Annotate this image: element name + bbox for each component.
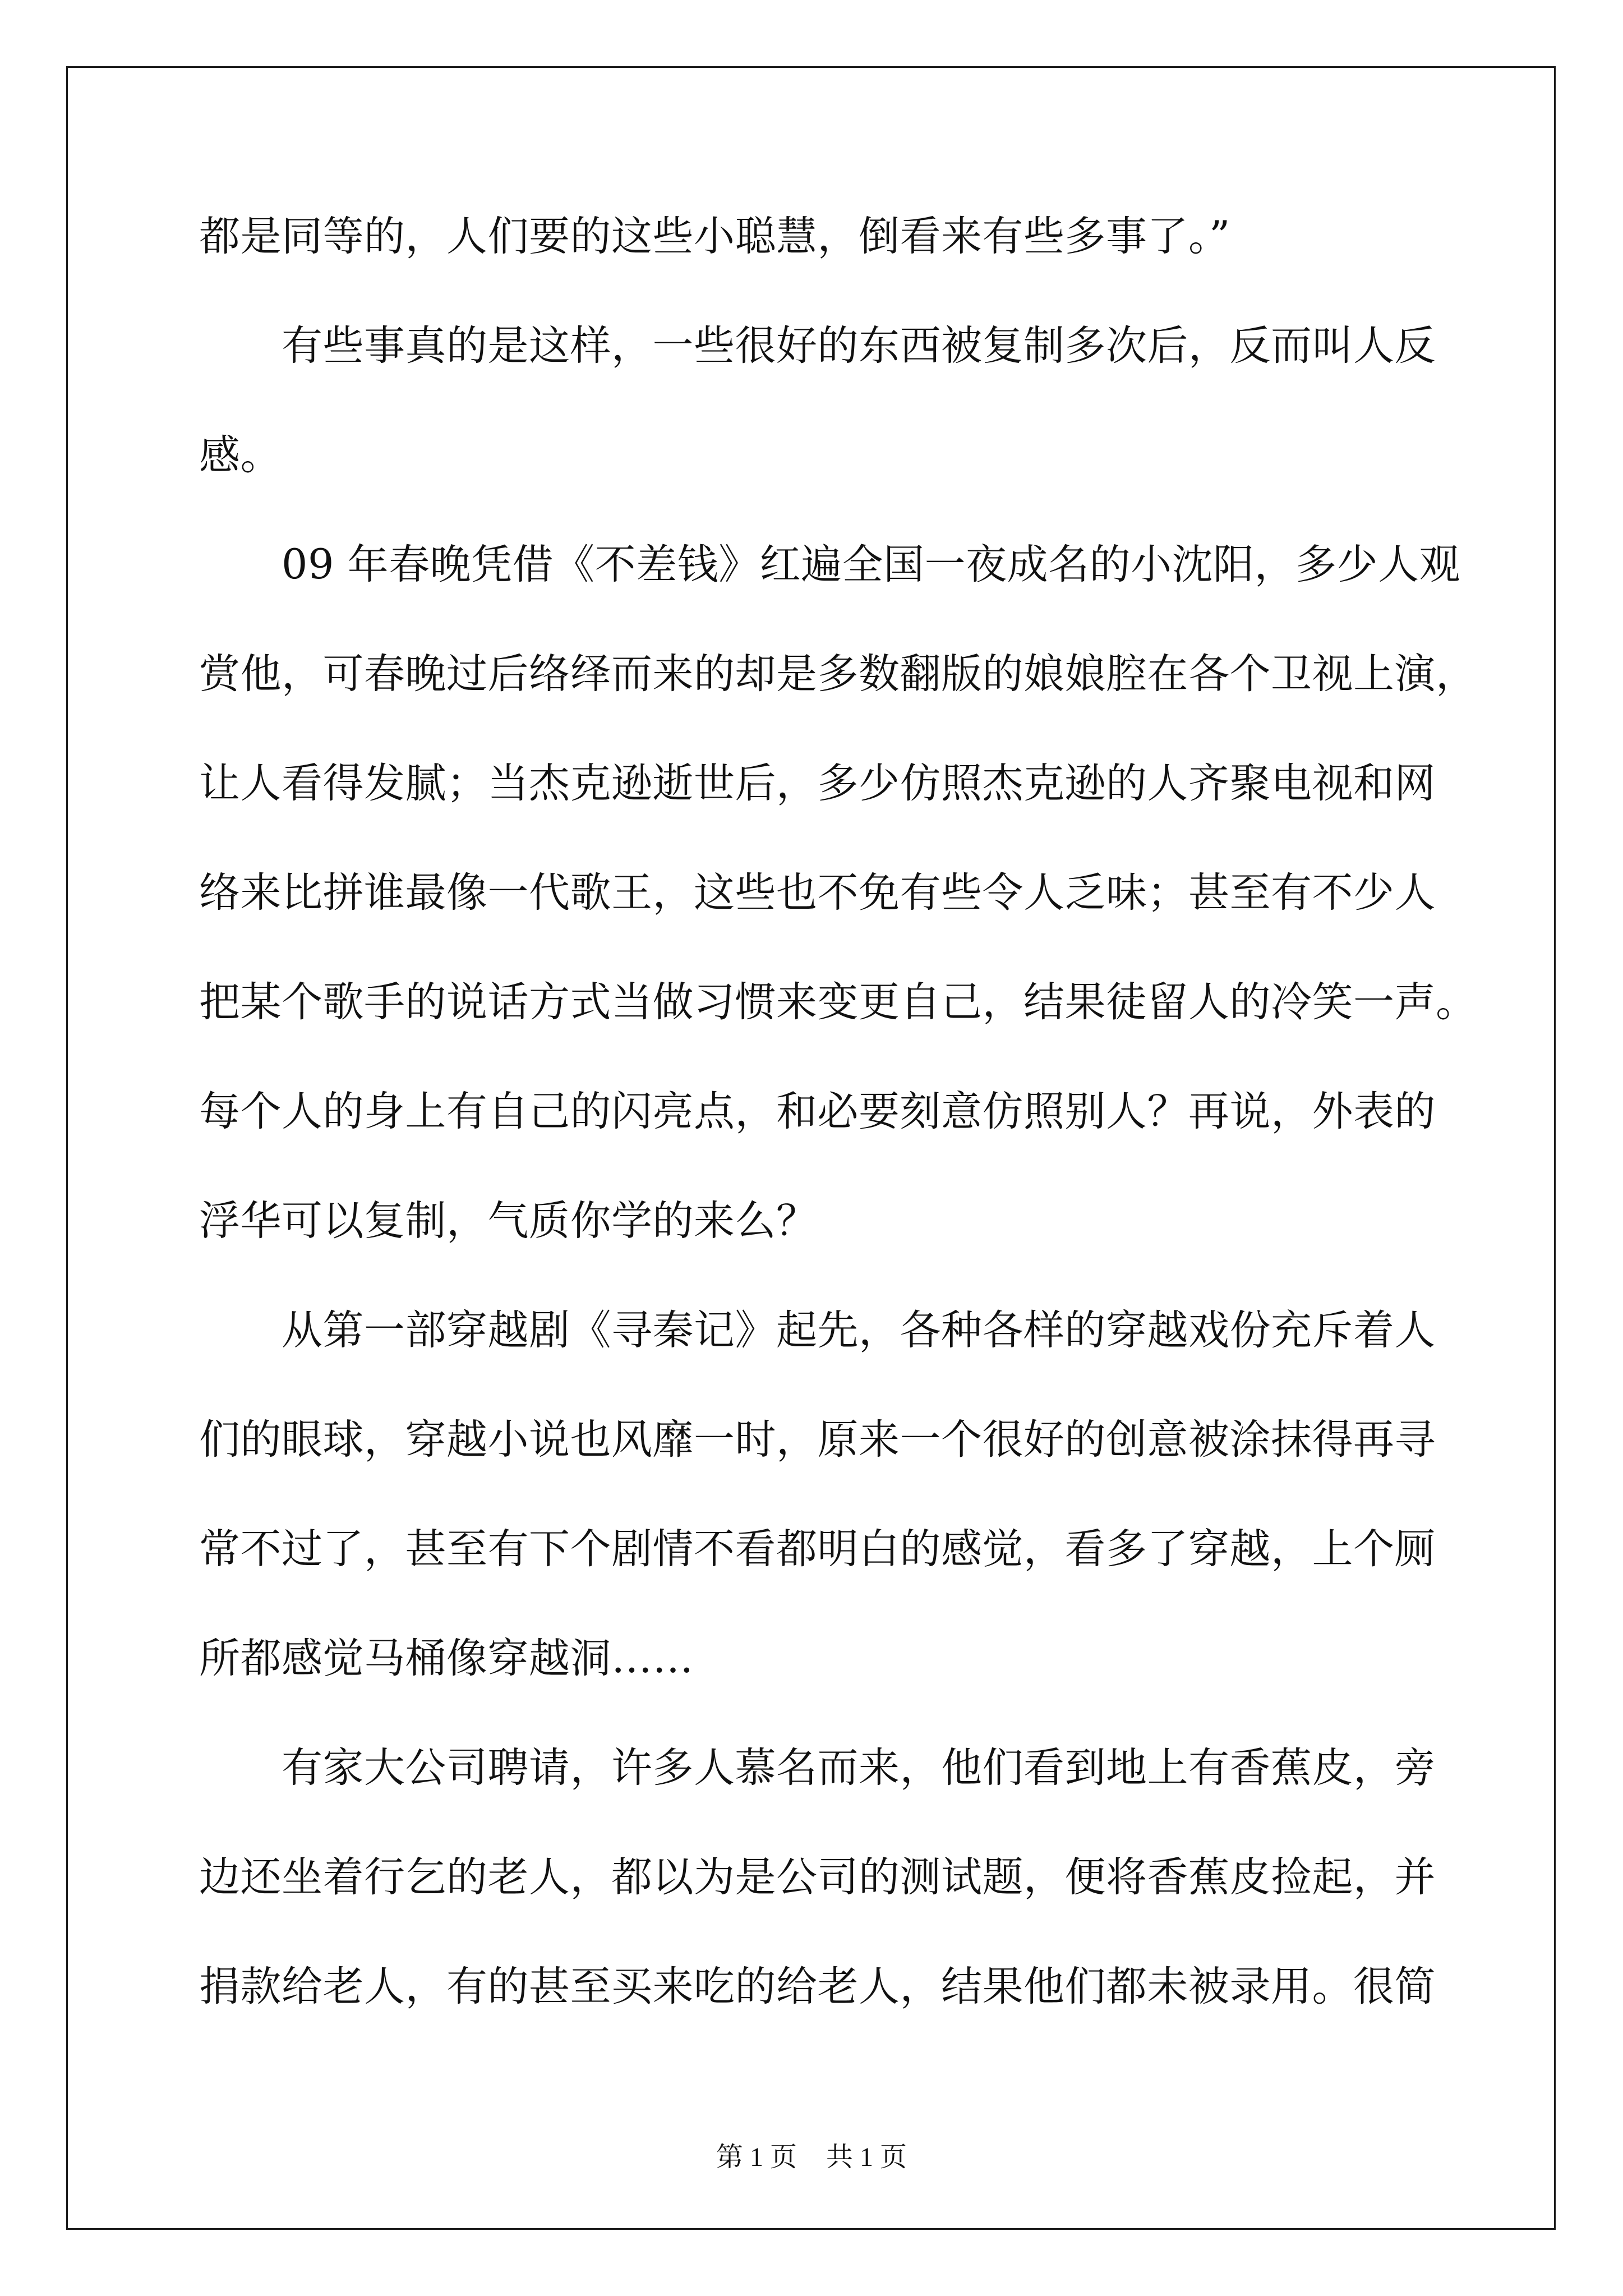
text-line: 让人看得发腻；当杰克逊逝世后，多少仿照杰克逊的人齐聚电视和网 xyxy=(199,760,1436,807)
text-line: 所都感觉马桶像穿越洞…… xyxy=(199,1635,694,1682)
page-footer xyxy=(0,2135,1623,2174)
text-line: 捐款给老人，有的甚至买来吃的给老人，结果他们都未被录用。很简 xyxy=(199,1963,1436,2010)
text-line: 每个人的身上有自己的闪亮点，和必要刻意仿照别人？再说，外表的 xyxy=(199,1088,1436,1135)
text-line: 有些事真的是这样，一些很好的东西被复制多次后，反而叫人反 xyxy=(282,322,1436,370)
text-line: 从第一部穿越剧《寻秦记》起先，各种各样的穿越戏份充斥着人 xyxy=(282,1306,1436,1354)
text-line: 都是同等的，人们要的这些小聪慧，倒看来有些多事了。” xyxy=(199,213,1230,260)
text-line: 感。 xyxy=(199,431,282,479)
page-number-current: 第 1 页 xyxy=(716,2142,797,2172)
text-line: 们的眼球，穿越小说也风靡一时，原来一个很好的创意被涂抹得再寻 xyxy=(199,1416,1436,1464)
text-line: 边还坐着行乞的老人，都以为是公司的测试题，便将香蕉皮捡起，并 xyxy=(199,1853,1436,1901)
text-line: 09 年春晚凭借《不差钱》红遍全国一夜成名的小沈阳，多少人观 xyxy=(282,541,1461,588)
text-line: 把某个歌手的说话方式当做习惯来变更自己，结果徒留人的冷笑一声。 xyxy=(199,978,1477,1026)
text-line: 络来比拼谁最像一代歌王，这些也不免有些令人乏味；甚至有不少人 xyxy=(199,869,1436,917)
page-number-total: 共 1 页 xyxy=(826,2142,907,2172)
text-line: 有家大公司聘请，许多人慕名而来，他们看到地上有香蕉皮，旁 xyxy=(282,1744,1436,1792)
text-line: 浮华可以复制，气质你学的来么？ xyxy=(199,1197,818,1245)
text-line: 常不过了，甚至有下个剧情不看都明白的感觉，看多了穿越，上个厕 xyxy=(199,1525,1436,1573)
text-line: 赏他，可春晚过后络绎而来的却是多数翻版的娘娘腔在各个卫视上演， xyxy=(199,650,1477,698)
document-body xyxy=(199,209,1477,2068)
